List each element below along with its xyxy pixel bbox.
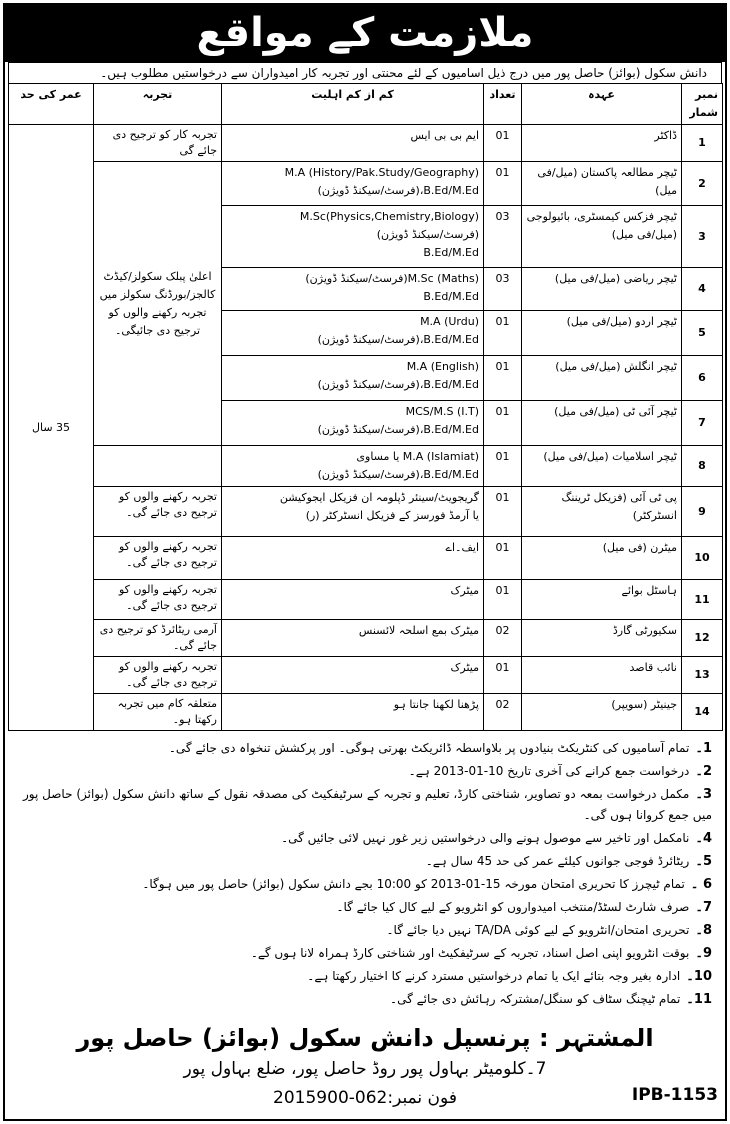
- experience: [94, 446, 222, 487]
- note-number: 10۔: [686, 969, 712, 984]
- note-text: تمام آسامیوں کی کنٹریکٹ بنیادوں پر بلاواسطہ ڈائریکٹ بھرتی ہوگی۔ اور پرکشش تنخواہ دی جائے گی۔: [168, 741, 690, 755]
- note-item: [18, 783, 712, 827]
- experience: تجربہ رکھنے والوں کو ترجیح دی جائے گی۔: [94, 487, 222, 537]
- serial-number: 10: [682, 537, 723, 580]
- jobs-table: [8, 83, 723, 731]
- serial-number: 9: [682, 487, 723, 537]
- note-number: 4۔: [695, 831, 712, 846]
- note-number: 9۔: [695, 946, 712, 961]
- qualification-line: ایف۔اے: [445, 541, 479, 554]
- qualification: [222, 268, 484, 311]
- qualification: [222, 401, 484, 446]
- qualification-line: M.A (Islamiat) یا مساوی: [356, 450, 479, 463]
- header-serial: نمبر شمار: [682, 84, 723, 125]
- serial-number: 3: [682, 206, 723, 268]
- serial-number: 2: [682, 162, 723, 206]
- post-count: 01: [484, 356, 522, 401]
- note-number: 11۔: [686, 992, 712, 1007]
- qualification: [222, 356, 484, 401]
- serial-number: 12: [682, 620, 723, 657]
- post-count: 02: [484, 620, 522, 657]
- phone: [8, 1083, 722, 1113]
- qualification-line: گریجویٹ/سینئر ڈپلومہ ان فزیکل ایجوکیشن: [279, 491, 479, 504]
- note-text: تحریری امتحان/انٹرویو کے لیے کوئی TA/DA نہیں دیا جائے گا۔: [386, 923, 690, 937]
- qualification-line: (فرسٹ/سیکنڈ ڈویژن): [376, 228, 479, 241]
- note-text: تمام ٹیچرز کا تحریری امتحان مورخہ 15-01-2013 کو 10:00 بجے دانش سکول (بوائز) حاصل پور میں ہوگا۔: [142, 877, 685, 891]
- serial-number: 14: [682, 694, 723, 731]
- header-age-limit: عمر کی حد: [9, 84, 94, 125]
- qualification: [222, 620, 484, 657]
- experience: آرمی ریٹائرڈ کو ترجیح دی جائے گی۔: [94, 620, 222, 657]
- post-title: ٹیچر انگلش (میل/فی میل): [522, 356, 682, 401]
- post-count: 01: [484, 580, 522, 620]
- post-title: ڈاکٹر: [522, 125, 682, 162]
- qualification-line: B.Ed/M.Ed،(فرسٹ/سیکنڈ ڈویژن): [317, 378, 479, 391]
- qualification: [222, 694, 484, 731]
- table-row: [9, 620, 723, 657]
- post-count: 01: [484, 401, 522, 446]
- table-row: [9, 537, 723, 580]
- qualification: [222, 580, 484, 620]
- table-row: [9, 125, 723, 162]
- qualification-line: M.Sc (Maths)(فرسٹ/سیکنڈ ڈویژن): [305, 272, 479, 285]
- serial-number: 6: [682, 356, 723, 401]
- experience: تجربہ کار کو ترجیح دی جائے گی: [94, 125, 222, 162]
- experience: تجربہ رکھنے والوں کو ترجیح دی جائے گی۔: [94, 580, 222, 620]
- note-number: 6 ۔: [690, 877, 712, 892]
- note-item: [18, 873, 712, 896]
- serial-number: 5: [682, 311, 723, 356]
- post-title: جینیٹر (سویپر): [522, 694, 682, 731]
- qualification-line: B.Ed/M.Ed،(فرسٹ/سیکنڈ ڈویژن): [317, 333, 479, 346]
- post-count: 01: [484, 537, 522, 580]
- note-item: [18, 827, 712, 850]
- note-number: 8۔: [695, 923, 712, 938]
- qualification-line: میٹرک بمع اسلحہ لائسنس: [358, 624, 479, 637]
- phone-number: 062-2015900: [273, 1088, 388, 1108]
- experience: تجربہ رکھنے والوں کو ترجیح دی جائے گی۔: [94, 537, 222, 580]
- experience: تجربہ رکھنے والوں کو ترجیح دی جائے گی۔: [94, 657, 222, 694]
- qualification-line: ایم بی بی ایس: [410, 129, 479, 142]
- table-row: [9, 162, 723, 206]
- content: [5, 62, 725, 1113]
- header-post: عہدہ: [522, 84, 682, 125]
- header-count: تعداد: [484, 84, 522, 125]
- qualification-line: M.A (History/Pak.Study/Geography): [284, 166, 479, 179]
- post-count: 01: [484, 125, 522, 162]
- post-title: پی ٹی آئی (فزیکل ٹریننگ انسٹرکٹر): [522, 487, 682, 537]
- page-border: [3, 3, 727, 1121]
- notes-list: [8, 731, 722, 1011]
- note-number: 7۔: [695, 900, 712, 915]
- note-item: [18, 896, 712, 919]
- table-row: [9, 487, 723, 537]
- table-row: [9, 657, 723, 694]
- post-count: 03: [484, 268, 522, 311]
- serial-number: 7: [682, 401, 723, 446]
- post-count: 01: [484, 657, 522, 694]
- note-number: 1۔: [695, 741, 712, 756]
- note-number: 2۔: [695, 764, 712, 779]
- age-limit: 35 سال: [9, 125, 94, 731]
- qualification: [222, 446, 484, 487]
- serial-number: 13: [682, 657, 723, 694]
- note-text: تمام ٹیچنگ سٹاف کو سنگل/مشترکہ رہائش دی جائے گی۔: [390, 992, 681, 1006]
- post-count: 01: [484, 162, 522, 206]
- advertiser: المشتہر : پرنسپل دانش سکول (بوائز) حاصل پور: [76, 1024, 654, 1052]
- post-title: میٹرن (فی میل): [522, 537, 682, 580]
- page-title: ملازمت کے مواقع: [5, 5, 725, 62]
- post-title: سکیورٹی گارڈ: [522, 620, 682, 657]
- qualification: [222, 206, 484, 268]
- note-text: نامکمل اور تاخیر سے موصول ہونے والی درخواستیں زیر غور نہیں لائی جائیں گی۔: [281, 831, 690, 845]
- note-number: 5۔: [695, 854, 712, 869]
- qualification: [222, 537, 484, 580]
- post-title: ٹیچر ریاضی (میل/فی میل): [522, 268, 682, 311]
- post-title: ہاسٹل بوائے: [522, 580, 682, 620]
- table-header-row: [9, 84, 723, 125]
- post-title: نائب قاصد: [522, 657, 682, 694]
- qualification-line: M.Sc(Physics,Chemistry,Biology): [299, 210, 479, 223]
- table-row: [9, 580, 723, 620]
- qualification-line: MCS/M.S (I.T): [405, 405, 479, 418]
- qualification: [222, 311, 484, 356]
- post-title: ٹیچر اسلامیات (میل/فی میل): [522, 446, 682, 487]
- post-count: 01: [484, 446, 522, 487]
- post-title: ٹیچر مطالعہ پاکستان (میل/فی میل): [522, 162, 682, 206]
- serial-number: 8: [682, 446, 723, 487]
- table-row: [9, 446, 723, 487]
- note-text: صرف شارٹ لسٹڈ/منتخب امیدواروں کو انٹرویو کے لیے کال کیا جائے گا۔: [336, 900, 690, 914]
- qualification-line: B.Ed/M.Ed،(فرسٹ/سیکنڈ ڈویژن): [317, 468, 479, 481]
- serial-number: 4: [682, 268, 723, 311]
- serial-number: 11: [682, 580, 723, 620]
- qualification-line: M.A (English): [406, 360, 479, 373]
- table-row: [9, 694, 723, 731]
- qualification-line: M.A (Urdu): [420, 315, 479, 328]
- qualification: [222, 657, 484, 694]
- serial-number: 1: [682, 125, 723, 162]
- post-title: ٹیچر آئی ٹی (میل/فی میل): [522, 401, 682, 446]
- note-text: درخواست جمع کرانے کی آخری تاریخ 10-01-2013 ہے۔: [408, 764, 690, 778]
- note-text: ریٹائرڈ فوجی جوانوں کیلئے عمر کی حد 45 سال ہے۔: [425, 854, 690, 868]
- post-title: ٹیچر فزکس کیمسٹری، بائیولوجی (میل/فی میل): [522, 206, 682, 268]
- intro-text: دانش سکول (بوائز) حاصل پور میں درج ذیل اسامیوں کے لئے محنتی اور تجربہ کار امیدواران سے درخواستیں مطلوب ہیں۔: [8, 62, 722, 83]
- note-text: بوقت انٹرویو اپنی اصل اسناد، تجربہ کے سرٹیفکیٹ اور شناختی کارڈ ہمراہ لانا ہوں گے۔: [250, 946, 690, 960]
- note-item: [18, 988, 712, 1011]
- qualification-line: B.Ed/M.Ed،(فرسٹ/سیکنڈ ڈویژن): [317, 423, 479, 436]
- note-number: 3۔: [695, 787, 712, 802]
- note-text: مکمل درخواست بمعہ دو تصاویر، شناختی کارڈ، تعلیم و تجربہ کے سرٹیفکیٹ کی مصدقہ نقول کے ساتھ دانش سکول (بوائز) حاصل پور میں جمع کروانا ہوں گی۔: [23, 787, 712, 822]
- header-qualification: کم از کم اہلیت: [222, 84, 484, 125]
- post-count: 01: [484, 487, 522, 537]
- experience: متعلقہ کام میں تجربہ رکھتا ہو۔: [94, 694, 222, 731]
- header-experience: تجربہ: [94, 84, 222, 125]
- note-item: [18, 942, 712, 965]
- qualification-line: میٹرک: [450, 584, 479, 597]
- note-item: [18, 850, 712, 873]
- qualification: [222, 487, 484, 537]
- note-item: [18, 737, 712, 760]
- qualification-line: B.Ed/M.Ed: [423, 246, 479, 259]
- footer-bottom: [8, 1083, 722, 1113]
- experience-merged: اعلیٰ پبلک سکولز/کیڈٹ کالجز/بورڈنگ سکولز میں تجربہ رکھنے والوں کو ترجیح دی جائیگی۔: [94, 162, 222, 446]
- post-count: 01: [484, 311, 522, 356]
- qualification-line: B.Ed/M.Ed: [423, 290, 479, 303]
- note-item: [18, 760, 712, 783]
- ad-reference: IPB-1153: [631, 1085, 718, 1105]
- note-item: [18, 965, 712, 988]
- phone-label: فون نمبر:: [387, 1088, 457, 1108]
- qualification-line: B.Ed/M.Ed،(فرسٹ/سیکنڈ ڈویژن): [317, 184, 479, 197]
- address: 7۔کلومیٹر بہاول پور روڈ حاصل پور، ضلع بہاول پور: [183, 1059, 547, 1079]
- note-text: ادارہ بغیر وجہ بتائے ایک یا تمام درخواستیں مسترد کرنے کا اختیار رکھتا ہے۔: [307, 969, 681, 983]
- qualification: [222, 125, 484, 162]
- post-count: 02: [484, 694, 522, 731]
- post-count: 03: [484, 206, 522, 268]
- qualification-line: یا آرمڈ فورسز کے فزیکل انسٹرکٹر (ر): [305, 509, 479, 522]
- post-title: ٹیچر اردو (میل/فی میل): [522, 311, 682, 356]
- note-item: [18, 919, 712, 942]
- qualification-line: میٹرک: [450, 661, 479, 674]
- qualification: [222, 162, 484, 206]
- qualification-line: پڑھنا لکھنا جانتا ہو: [393, 698, 479, 711]
